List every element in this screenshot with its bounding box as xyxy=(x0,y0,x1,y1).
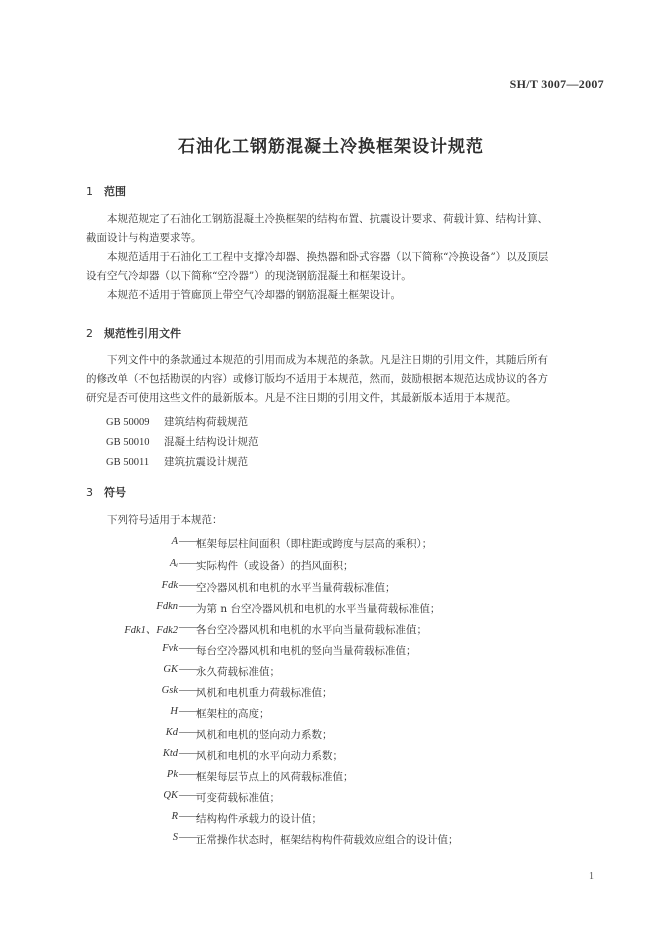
symbol-description: 风机和电机的水平向动力系数； xyxy=(196,750,343,762)
symbol-dash: —— xyxy=(179,664,200,675)
symbol: Gsk xyxy=(161,685,178,696)
symbol-dash: —— xyxy=(179,706,200,717)
paragraph-line: 本规范规定了石油化工钢筋混凝土冷换框架的结构布置、抗震设计要求、荷载计算、结构计算、 xyxy=(107,213,548,225)
symbol: QK xyxy=(163,790,178,801)
symbol: Pk xyxy=(166,769,178,780)
symbol-row xyxy=(0,558,662,576)
symbol-dash: —— xyxy=(179,580,200,591)
reference-name: 建筑结构荷载规范 xyxy=(164,416,248,428)
symbol-dash: —— xyxy=(179,727,200,738)
reference-code: GB 50011 xyxy=(106,457,150,468)
symbol-description: 可变荷载标准值； xyxy=(196,792,280,804)
symbol-row xyxy=(0,727,662,745)
symbol: Aᵢ xyxy=(169,558,178,569)
symbol-row xyxy=(0,748,662,766)
section-1-body xyxy=(86,210,606,305)
symbol: A xyxy=(171,536,178,547)
symbol-dash: —— xyxy=(179,832,200,843)
symbol-row xyxy=(0,685,662,703)
symbol-row xyxy=(0,706,662,724)
symbol-dash: —— xyxy=(179,685,200,696)
symbol-row xyxy=(0,832,662,850)
page-number: 1 xyxy=(589,871,594,882)
section-number: 1 xyxy=(86,185,93,198)
reference-code: GB 50009 xyxy=(106,417,150,428)
symbol-row xyxy=(0,790,662,808)
symbol-description: 框架每层节点上的风荷载标准值； xyxy=(196,771,354,783)
section-title: 规范性引用文件 xyxy=(104,327,181,340)
paragraph-line: 的修改单（不包括勘误的内容）或修订版均不适用于本规范，然而，鼓励根据本规范达成协议的各方 xyxy=(86,373,548,385)
reference-name: 建筑抗震设计规范 xyxy=(164,456,248,468)
section-3-intro xyxy=(86,511,606,530)
document-title: 石油化工钢筋混凝土冷换框架设计规范 xyxy=(178,137,484,157)
reference-name: 混凝土结构设计规范 xyxy=(164,436,259,448)
symbol-description: 每台空冷器风机和电机的竖向当量荷载标准值； xyxy=(196,645,417,657)
symbol-description: 风机和电机的竖向动力系数； xyxy=(196,729,333,741)
symbol-description: 风机和电机重力荷载标准值； xyxy=(196,687,333,699)
symbol-description: 框架柱的高度； xyxy=(196,708,270,720)
symbol-description: 正常操作状态时，框架结构构件荷载效应组合的设计值； xyxy=(196,834,459,846)
symbol: Fdk1、Fdk2 xyxy=(124,625,178,636)
section-number: 2 xyxy=(86,327,93,340)
symbol-description: 空冷器风机和电机的水平当量荷载标准值； xyxy=(196,582,396,594)
symbol-dash: —— xyxy=(179,811,200,822)
paragraph-line: 设有空气冷却器（以下简称“空冷器”）的现浇钢筋混凝土和框架设计。 xyxy=(86,270,412,282)
symbol-description: 实际构件（或设备）的挡风面积； xyxy=(196,560,354,572)
standard-code: SH/T 3007—2007 xyxy=(509,77,604,91)
symbol-dash: —— xyxy=(179,601,200,612)
symbol: R xyxy=(171,811,178,822)
symbol-row xyxy=(0,769,662,787)
section-title: 范围 xyxy=(104,185,126,198)
paragraph-line: 下列符号适用于本规范： xyxy=(107,514,223,526)
reference-item xyxy=(106,454,248,469)
section-2-heading xyxy=(86,325,181,341)
symbol-dash: —— xyxy=(179,622,200,633)
reference-item xyxy=(106,414,248,429)
symbol: Fdk xyxy=(161,580,178,591)
symbol-description: 各台空冷器风机和电机的水平向当量荷载标准值； xyxy=(196,624,427,636)
symbol-dash: —— xyxy=(179,536,200,547)
paragraph-line: 研究是否可使用这些文件的最新版本。凡是不注日期的引用文件，其最新版本适用于本规范。 xyxy=(86,392,517,404)
symbol: Ktd xyxy=(162,748,178,759)
symbol-dash: —— xyxy=(179,748,200,759)
paragraph-line: 截面设计与构造要求等。 xyxy=(86,232,202,244)
paragraph-line: 下列文件中的条款通过本规范的引用而成为本规范的条款。凡是注日期的引用文件，其随后所有 xyxy=(107,354,548,366)
symbol: GK xyxy=(163,664,178,675)
symbol: Fdkn xyxy=(156,601,178,612)
symbol-description: 结构构件承载力的设计值； xyxy=(196,813,322,825)
symbol-dash: —— xyxy=(179,558,200,569)
symbol-row xyxy=(0,622,662,640)
section-title: 符号 xyxy=(104,486,126,499)
section-2-body xyxy=(86,351,606,408)
paragraph-line: 本规范不适用于管廊顶上带空气冷却器的钢筋混凝土框架设计。 xyxy=(107,289,401,301)
symbol: H xyxy=(170,706,178,717)
symbol-dash: —— xyxy=(179,643,200,654)
section-3-heading xyxy=(86,484,126,500)
symbol-description: 永久荷载标准值； xyxy=(196,666,280,678)
symbol-row xyxy=(0,664,662,682)
symbol-dash: —— xyxy=(179,769,200,780)
symbol-row xyxy=(0,580,662,598)
reference-code: GB 50010 xyxy=(106,437,150,448)
symbol-row xyxy=(0,601,662,619)
symbol: Kd xyxy=(165,727,178,738)
section-1-heading xyxy=(86,183,126,199)
reference-item xyxy=(106,434,259,449)
symbol-row xyxy=(0,643,662,661)
symbol: Fvk xyxy=(162,643,178,654)
symbol-description: 框架每层柱间面积（即柱距或跨度与层高的乘积）； xyxy=(196,538,433,550)
symbol-row xyxy=(0,536,662,554)
paragraph-line: 本规范适用于石油化工工程中支撑冷却器、换热器和卧式容器（以下简称“冷换设备”）以及顶层 xyxy=(107,251,549,263)
symbol-row xyxy=(0,811,662,829)
section-number: 3 xyxy=(86,486,93,499)
symbol-description: 为第 n 台空冷器风机和电机的水平当量荷载标准值； xyxy=(196,603,441,615)
symbol: S xyxy=(172,832,178,843)
symbol-dash: —— xyxy=(179,790,200,801)
